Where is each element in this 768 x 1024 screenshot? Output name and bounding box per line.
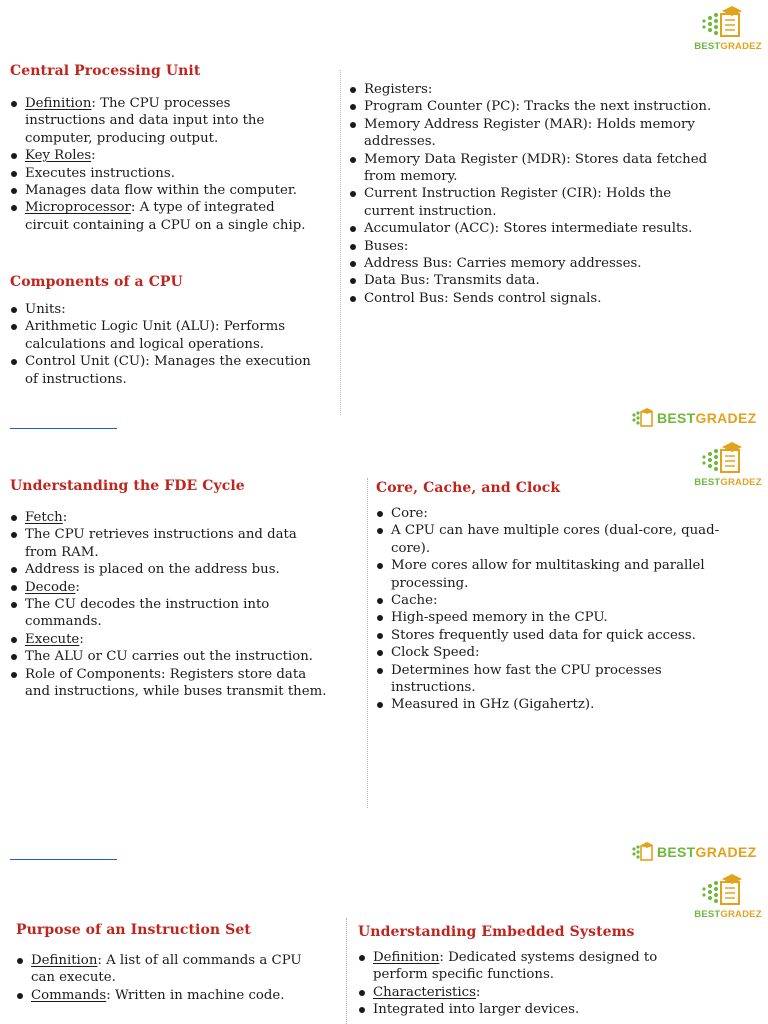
list-item: Execute:	[10, 631, 330, 648]
list-item: Determines how fast the CPU processes instructions.	[376, 662, 721, 697]
list-item: Units:	[10, 301, 315, 318]
list-item: Memory Address Register (MAR): Holds memory addresses.	[349, 116, 714, 151]
list-item: Fetch:	[10, 509, 330, 526]
graduation-cap-document-icon	[688, 872, 768, 910]
list-item: Definition: The CPU processes instructions and data input into the computer, producing output.	[10, 95, 310, 147]
list-item: Measured in GHz (Gigahertz).	[376, 696, 721, 713]
components-bullet-list	[10, 301, 315, 388]
list-item: Microprocessor: A type of integrated circuit containing a CPU on a single chip.	[10, 199, 310, 234]
logo-text-gradez: GRADEZ	[695, 844, 757, 860]
list-item: Control Bus: Sends control signals.	[349, 290, 714, 307]
logo-text-gradez: GRADEZ	[720, 909, 762, 920]
cpu-bullet-list	[10, 95, 310, 234]
list-item: Definition: A list of all commands a CPU can execute.	[16, 952, 326, 987]
list-item: The CU decodes the instruction into commands.	[10, 596, 330, 631]
list-item: High-speed memory in the CPU.	[376, 609, 721, 626]
list-item: Accumulator (ACC): Stores intermediate results.	[349, 220, 714, 237]
link-underline[interactable]	[10, 428, 117, 429]
list-item: Decode:	[10, 579, 330, 596]
list-item: Arithmetic Logic Unit (ALU): Performs calculations and logical operations.	[10, 318, 315, 353]
list-item: Key Roles:	[10, 147, 310, 164]
bestgradez-logo	[688, 440, 768, 492]
section-heading-core-cache-clock: Core, Cache, and Clock	[376, 480, 561, 496]
link-underline[interactable]	[10, 859, 117, 860]
list-item: Program Counter (PC): Tracks the next instruction.	[349, 98, 714, 115]
list-item: Integrated into larger devices.	[358, 1001, 703, 1018]
list-item: Definition: Dedicated systems designed to perform specific functions.	[358, 949, 703, 984]
logo-text-gradez: GRADEZ	[695, 410, 757, 426]
logo-text-gradez: GRADEZ	[720, 41, 762, 52]
embedded-systems-bullet-list	[358, 949, 703, 1019]
list-item: Address is placed on the address bus.	[10, 561, 330, 578]
logo-text-best: BEST	[694, 477, 721, 488]
graduation-cap-document-icon	[629, 406, 655, 430]
graduation-cap-document-icon	[688, 440, 768, 478]
section-heading-fde: Understanding the FDE Cycle	[10, 478, 245, 494]
list-item: Characteristics:	[358, 984, 703, 1001]
registers-buses-bullet-list	[349, 81, 714, 307]
column-divider	[367, 478, 368, 808]
logo-text-best: BEST	[657, 844, 696, 860]
list-item: Executes instructions.	[10, 165, 310, 182]
list-item: Data Bus: Transmits data.	[349, 272, 714, 289]
list-item: Buses:	[349, 238, 714, 255]
logo-text-best: BEST	[657, 410, 696, 426]
fde-bullet-list	[10, 509, 330, 700]
list-item: Control Unit (CU): Manages the execution of instructions.	[10, 353, 315, 388]
list-item: A CPU can have multiple cores (dual-core, quad-core).	[376, 522, 721, 557]
section-heading-components: Components of a CPU	[10, 274, 183, 290]
list-item: Role of Components: Registers store data and instructions, while buses transmit them.	[10, 666, 330, 701]
graduation-cap-document-icon	[629, 840, 655, 864]
core-cache-clock-bullet-list	[376, 505, 721, 714]
logo-text-best: BEST	[694, 909, 721, 920]
list-item: Manages data flow within the computer.	[10, 182, 310, 199]
list-item: The ALU or CU carries out the instruction.	[10, 648, 330, 665]
list-item: Current Instruction Register (CIR): Holds the current instruction.	[349, 185, 714, 220]
list-item: The CPU retrieves instructions and data from RAM.	[10, 526, 330, 561]
list-item: Registers:	[349, 81, 714, 98]
list-item: Stores frequently used data for quick access.	[376, 627, 721, 644]
logo-text-best: BEST	[694, 41, 721, 52]
section-heading-embedded-systems: Understanding Embedded Systems	[358, 924, 635, 940]
list-item: Address Bus: Carries memory addresses.	[349, 255, 714, 272]
logo-text-gradez: GRADEZ	[720, 477, 762, 488]
bestgradez-logo	[688, 872, 768, 924]
graduation-cap-document-icon	[688, 4, 768, 42]
list-item: Memory Data Register (MDR): Stores data fetched from memory.	[349, 151, 714, 186]
column-divider	[346, 918, 347, 1024]
column-divider	[340, 70, 341, 415]
section-heading-cpu: Central Processing Unit	[10, 63, 201, 79]
bestgradez-logo	[688, 4, 768, 56]
list-item: More cores allow for multitasking and parallel processing.	[376, 557, 721, 592]
list-item: Cache:	[376, 592, 721, 609]
list-item: Clock Speed:	[376, 644, 721, 661]
instruction-set-bullet-list	[16, 952, 326, 1004]
section-heading-instruction-set: Purpose of an Instruction Set	[16, 922, 251, 938]
list-item: Core:	[376, 505, 721, 522]
list-item: Commands: Written in machine code.	[16, 987, 326, 1004]
